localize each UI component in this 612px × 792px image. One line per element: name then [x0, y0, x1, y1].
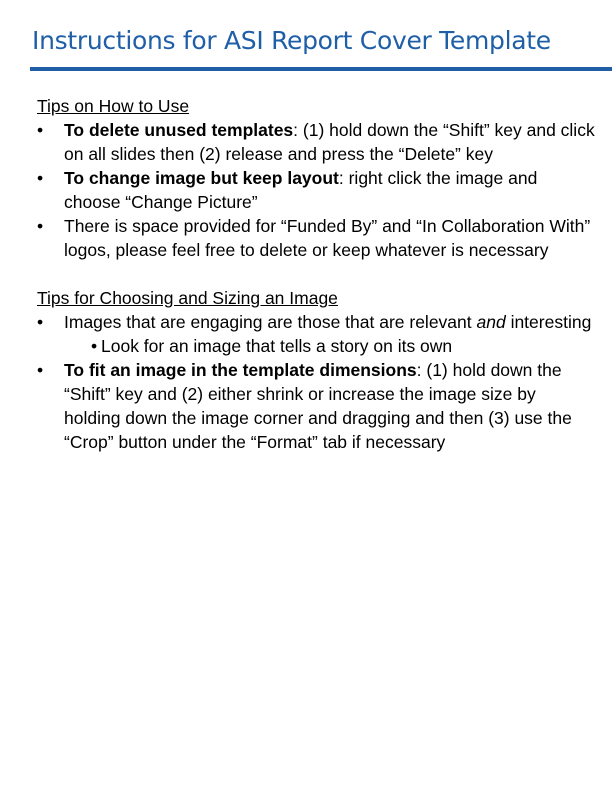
list-item	[37, 214, 597, 262]
tip-text: : (1) hold down the “Shift” key and (2) either shrink or increase the image size by holding down the image corner and dragging and then (3) use the “Crop” button under the “Format” tab if necessary	[64, 360, 572, 452]
list-item	[37, 358, 597, 454]
how-to-use-list	[37, 118, 597, 262]
bullet-icon: •	[37, 360, 44, 380]
bullet-icon: •	[91, 336, 98, 356]
tip-bold-label: To delete unused templates	[64, 120, 294, 140]
sub-list	[64, 334, 597, 358]
instructions-body	[37, 94, 597, 454]
tip-text: There is space provided for “Funded By” and “In Collaboration With” logos, please feel free to delete or keep whatever is necessary	[64, 216, 591, 260]
list-item	[37, 310, 597, 358]
sub-list-item	[64, 334, 597, 358]
section-heading-choosing-sizing: Tips for Choosing and Sizing an Image	[37, 288, 338, 308]
tip-bold-label: To change image but keep layout	[64, 168, 339, 188]
tip-text: : (1) hold down the “Shift” key and click on all slides then (2) release and press the “Delete” key	[64, 120, 595, 164]
tip-text: Images that are engaging are those that are relevant	[64, 312, 477, 332]
section-heading-how-to-use: Tips on How to Use	[37, 96, 190, 116]
list-item	[37, 118, 597, 166]
bullet-icon: •	[37, 168, 44, 188]
bullet-icon: •	[37, 216, 44, 236]
sub-tip-text: Look for an image that tells a story on its own	[101, 336, 453, 356]
title-underline-divider	[30, 67, 612, 71]
tip-bold-label: To fit an image in the template dimensions	[64, 360, 417, 380]
bullet-icon: •	[37, 120, 44, 140]
page-title: Instructions for ASI Report Cover Template	[32, 26, 551, 55]
tip-text: interesting	[505, 312, 592, 332]
bullet-icon: •	[37, 312, 44, 332]
list-item	[37, 166, 597, 214]
section-spacer	[37, 262, 597, 286]
tip-italic-word: and	[476, 312, 506, 332]
choosing-sizing-list	[37, 310, 597, 454]
tip-text: : right click the image and choose “Change Picture”	[64, 168, 538, 212]
